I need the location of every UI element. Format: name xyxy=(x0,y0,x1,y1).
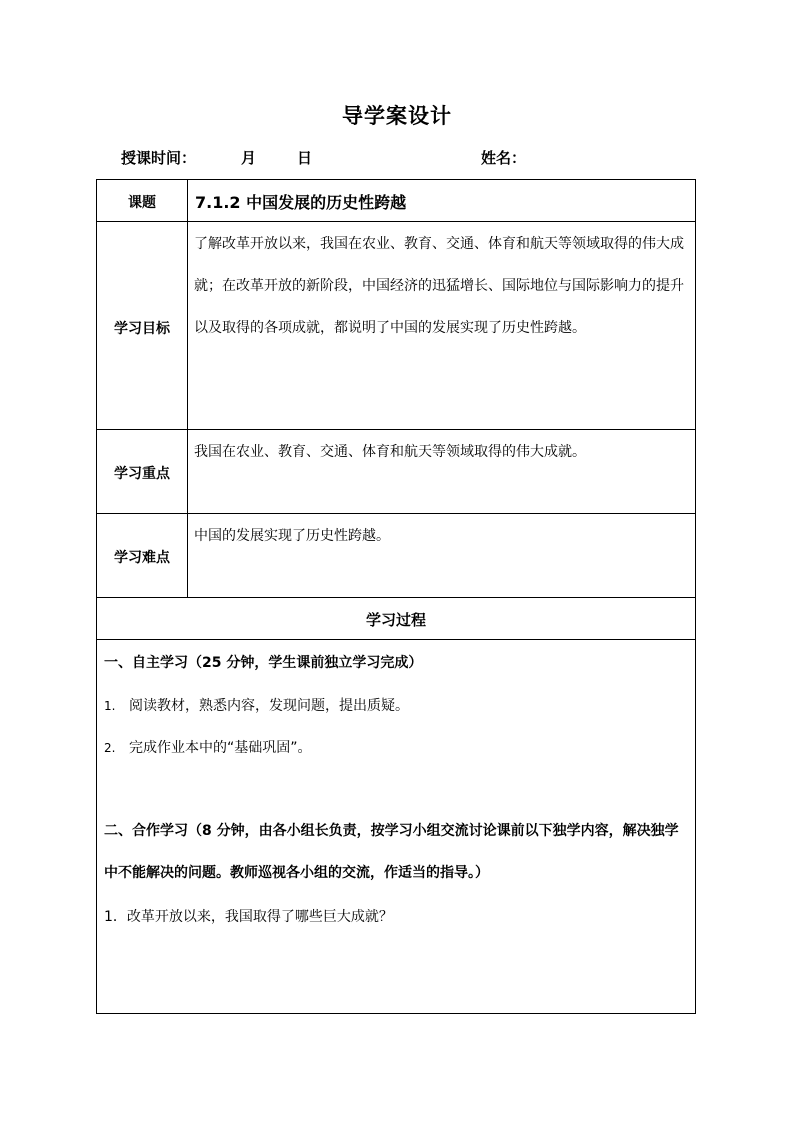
list-item-number: 1. xyxy=(104,699,116,713)
goal-label: 学习目标 xyxy=(114,321,170,337)
row-divider xyxy=(97,513,695,514)
row-divider xyxy=(97,597,695,598)
list-item-number: 2. xyxy=(104,741,116,755)
column-divider xyxy=(187,180,188,598)
topic-value: 7.1.2 中国发展的历史性跨越 xyxy=(195,193,407,212)
self-study-heading: 一、自主学习（25 分钟，学生课前独立学习完成） xyxy=(104,655,423,671)
process-title: 学习过程 xyxy=(365,611,426,629)
topic-label: 课题 xyxy=(128,195,156,211)
month-label: 月 xyxy=(241,149,257,167)
list-item-text: 阅读教材，熟悉内容，发现问题，提出质疑。 xyxy=(129,698,409,714)
page-title: 导学案设计 xyxy=(342,104,452,128)
day-label: 日 xyxy=(297,149,313,167)
class-time-label: 授课时间： xyxy=(121,149,197,167)
list-item xyxy=(104,737,312,757)
list-item-text: 改革开放以来，我国取得了哪些巨大成就？ xyxy=(126,909,393,925)
row-divider xyxy=(97,221,695,222)
student-name-label: 姓名： xyxy=(481,149,527,167)
key-points-label: 学习重点 xyxy=(114,466,170,482)
difficulty-text: 中国的发展实现了历史性跨越。 xyxy=(194,528,390,544)
key-points-text: 我国在农业、教育、交通、体育和航天等领域取得的伟大成就。 xyxy=(194,444,586,460)
list-item-text: 完成作业本中的“基础巩固”。 xyxy=(129,740,312,756)
list-item xyxy=(104,906,393,926)
difficulty-label: 学习难点 xyxy=(114,550,170,566)
cooperative-study-heading: 二、合作学习（8 分钟，由各小组长负责，按学习小组交流讨论课前以下独学内容，解决独学中不能解决的问题。教师巡视各小组的交流，作适当的指导。） xyxy=(104,823,679,881)
list-item xyxy=(104,695,409,715)
list-item-number: 1． xyxy=(104,909,127,925)
row-divider xyxy=(97,639,695,640)
row-divider xyxy=(97,429,695,430)
goal-text: 了解改革开放以来，我国在农业、教育、交通、体育和航天等领域取得的伟大成就；在改革开放的新阶段，中国经济的迅猛增长、国际地位与国际影响力的提升以及取得的各项成就，都说明了中国的发展实现了历史性跨越。 xyxy=(194,236,684,336)
lesson-plan-table xyxy=(96,179,696,1014)
